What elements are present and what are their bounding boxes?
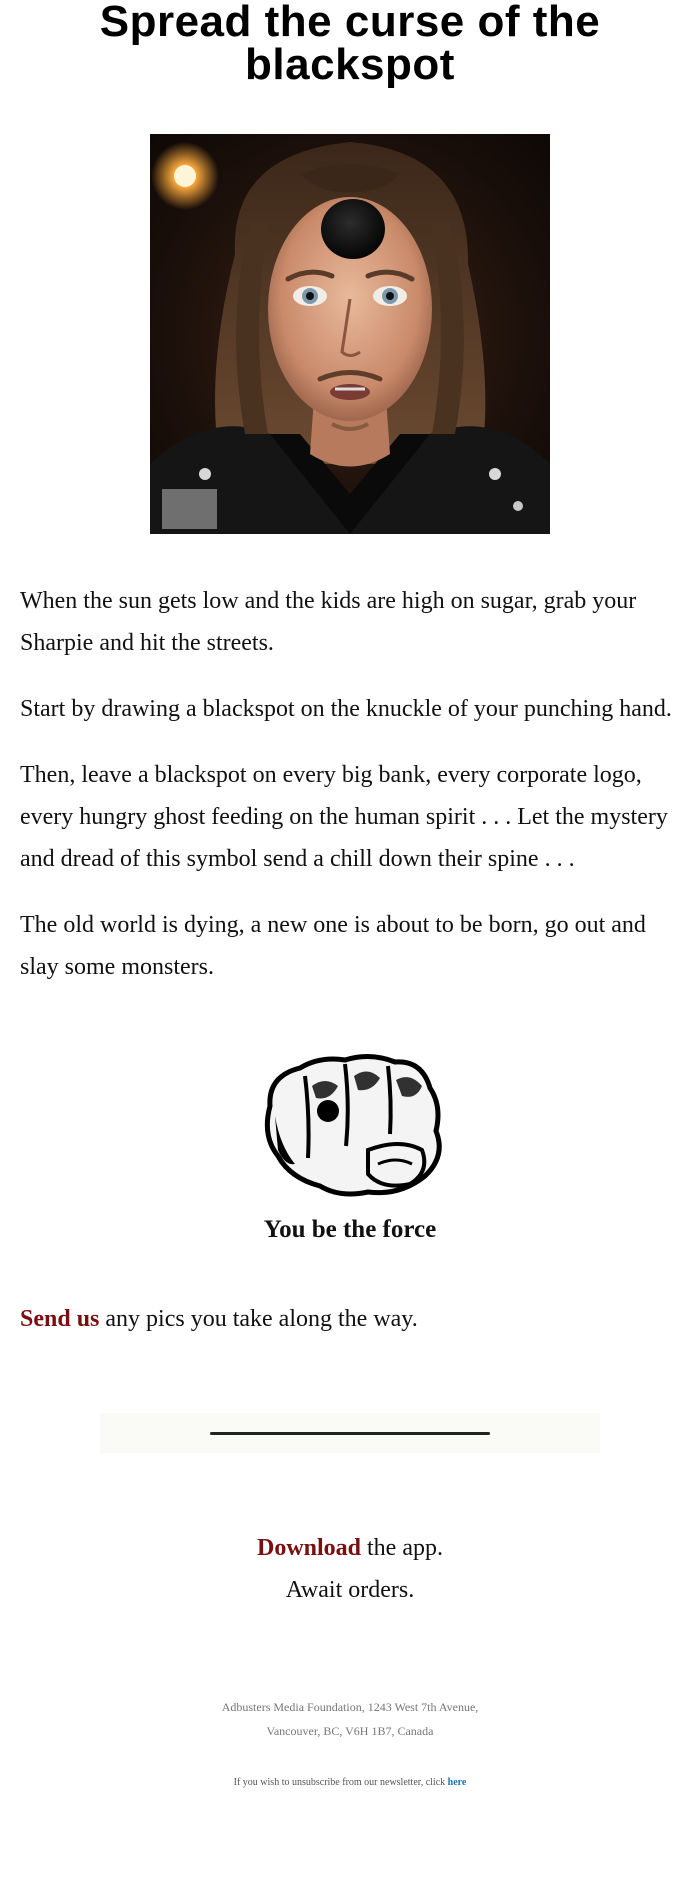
unsubscribe-text: If you wish to unsubscribe from our newsletter, click xyxy=(233,1777,448,1788)
brush-divider xyxy=(100,1413,600,1453)
hero-portrait-image xyxy=(150,134,550,534)
page-title xyxy=(0,0,700,89)
body-copy xyxy=(20,580,680,988)
paragraph-3: Then, leave a blackspot on every big bank, every corporate logo, every hungry ghost feeding on the human spirit . . . Let the mystery and dread of this symbol send a chill down their spine . . . xyxy=(20,762,668,872)
unsubscribe-link[interactable]: here xyxy=(447,1777,467,1788)
send-line-text: any pics you take along the way. xyxy=(99,1306,418,1332)
download-line xyxy=(0,1527,700,1569)
force-section xyxy=(0,1046,700,1244)
address-line-2: Vancouver, BC, V6H 1B7, Canada xyxy=(266,1724,434,1738)
title-line-1: Spread the curse of the xyxy=(99,0,601,46)
paragraph-2: Start by drawing a blackspot on the knuckle of your punching hand. xyxy=(20,696,672,722)
download-link[interactable]: Download xyxy=(256,1535,362,1561)
divider-stroke xyxy=(210,1432,490,1435)
send-us-link[interactable]: Send us xyxy=(20,1306,100,1332)
unsubscribe-line xyxy=(0,1777,700,1788)
await-orders-text: Await orders. xyxy=(285,1577,415,1603)
blackspot-fist-icon xyxy=(250,1046,450,1201)
paragraph-1: When the sun gets low and the kids are high on sugar, grab your Sharpie and hit the streets. xyxy=(20,588,637,656)
address-line-1: Adbusters Media Foundation, 1243 West 7th Avenue, xyxy=(221,1700,479,1714)
paragraph-4: The old world is dying, a new one is about to be born, go out and slay some monsters. xyxy=(20,912,646,980)
title-line-2: blackspot xyxy=(245,40,455,89)
send-line xyxy=(20,1306,680,1333)
force-caption: You be the force xyxy=(263,1216,437,1243)
footer-address xyxy=(0,1695,700,1743)
download-line-text: the app. xyxy=(361,1535,443,1561)
download-section xyxy=(0,1527,700,1611)
